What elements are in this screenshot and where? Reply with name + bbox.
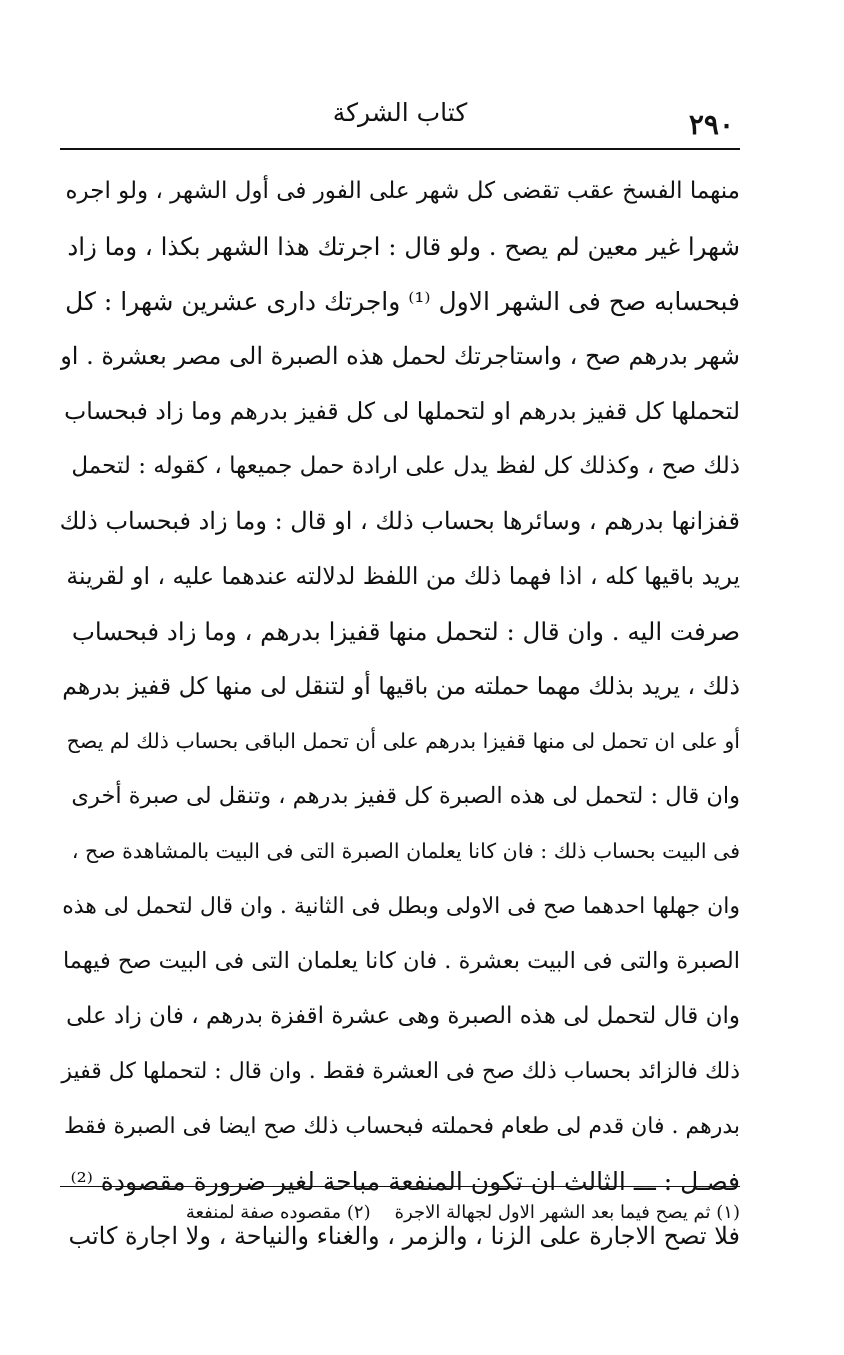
- page-header: [60, 96, 740, 146]
- text-line: فبحسابه صح فى الشهر الاول ⁽¹⁾ واجرتك دارى عشرين شهرا : كل: [65, 287, 740, 316]
- body-text: [60, 164, 740, 1264]
- text-line: لتحملها كل قفيز بدرهم او لتحملها لى كل قفيز بدرهم وما زاد فبحساب: [64, 397, 740, 425]
- text-line: ذلك صح ، وكذلك كل لفظ يدل على ارادة حمل جميعها ، كقوله : لتحمل: [71, 453, 740, 479]
- text-line: شهر بدرهم صح ، واستاجرتك لحمل هذه الصبرة الى مصر بعشرة . او: [60, 342, 740, 370]
- footnote-rule: [60, 1186, 740, 1187]
- section-heading-line: فصـل : ـــ الثالث ان تكون المنفعة مباحة لغير ضرورة مقصودة ⁽²⁾: [70, 1167, 740, 1196]
- text-line: قفزانها بدرهم ، وسائرها بحساب ذلك ، او قال : وما زاد فبحساب ذلك: [60, 507, 740, 535]
- footnotes: [60, 1196, 740, 1230]
- text-line: فى البيت بحساب ذلك : فان كانا يعلمان الصبرة التى فى البيت بالمشاهدة صح ،: [71, 839, 740, 863]
- text-line: صرفت اليه . وان قال : لتحمل منها قفيزا بدرهم ، وما زاد فبحساب: [71, 617, 740, 646]
- text-line: بدرهم . فان قدم لى طعام فحملته فبحساب ذلك صح ايضا فى الصبرة فقط: [63, 1114, 740, 1139]
- header-rule: [60, 148, 740, 150]
- text-line: وان قال لتحمل لى هذه الصبرة وهى عشرة اقفزة بدرهم ، فان زاد على: [66, 1003, 740, 1029]
- text-line: شهرا غير معين لم يصح . ولو قال : اجرتك هذا الشهر بكذا ، وما زاد: [67, 232, 740, 261]
- text-line: وان قال : لتحمل لى هذه الصبرة كل قفيز بدرهم ، وتنقل لى صبرة أخرى: [71, 783, 740, 809]
- text-line: الصبرة والتى فى البيت بعشرة . فان كانا يعلمان التى فى البيت صح فيهما: [62, 948, 740, 974]
- running-title: كتاب الشركة: [332, 98, 468, 127]
- footnote-2: (٢) مقصوده صفة لمنفعة: [185, 1202, 371, 1223]
- text-line: يريد باقيها كله ، اذا فهما ذلك من اللفظ لدلالته عندهما عليه ، او لقرينة: [66, 562, 740, 590]
- text-line: فلا تصح الاجارة على الزنا ، والزمر ، والغناء والنياحة ، ولا اجارة كاتب: [68, 1222, 740, 1250]
- text-line: منهما الفسخ عقب تقضى كل شهر على الفور فى أول الشهر ، ولو اجره: [65, 178, 740, 204]
- text-line: ذلك ، يريد بذلك مهما حملته من باقيها أو لتنقل لى منها كل قفيز بدرهم: [62, 672, 740, 700]
- text-line: أو على ان تحمل لى منها قفيزا بدرهم على أن تحمل الباقى بحساب ذلك لم يصح: [66, 729, 740, 753]
- page-number: ٢٩٠: [688, 108, 734, 141]
- text-line: وان جهلها احدهما صح فى الاولى وبطل فى الثانية . وان قال لتحمل لى هذه: [62, 894, 740, 919]
- text-line: ذلك فالزائد بحساب ذلك صح فى العشرة فقط . وان قال : لتحملها كل قفيز: [61, 1059, 740, 1084]
- footnote-1: (١) ثم يصح فيما بعد الشهر الاول لجهالة الاجرة: [394, 1202, 740, 1223]
